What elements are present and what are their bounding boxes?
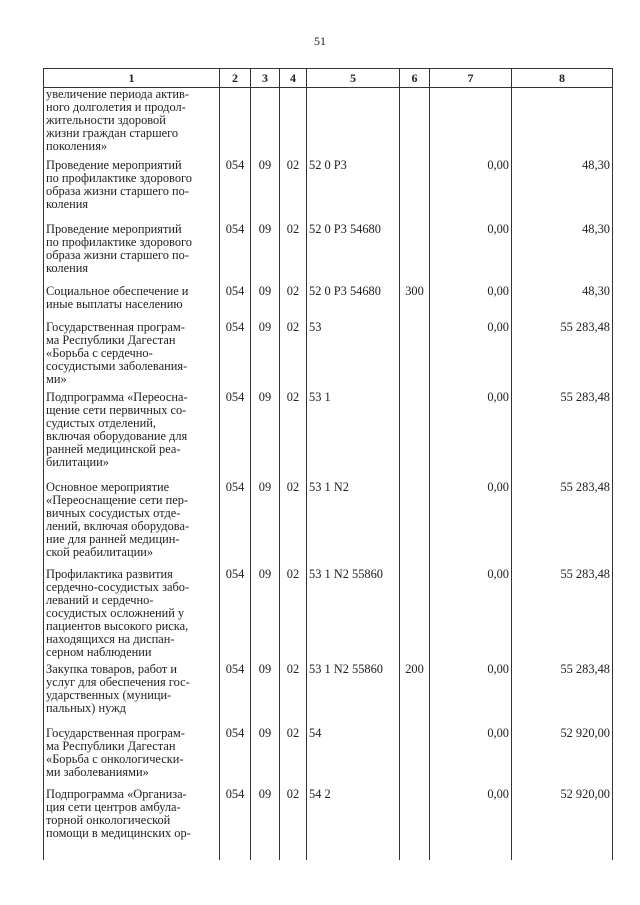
column-header: 4 [280,69,307,88]
cell-expense-type [400,788,430,860]
cell-amount-2: 52 920,00 [512,788,613,860]
cell-expense-type: 200 [400,663,430,727]
cell-target-article: 53 1 N2 55860 [307,568,400,663]
cell-subsection: 02 [280,568,307,663]
cell-name [44,88,220,159]
column-header: 6 [400,69,430,88]
cell-name-line: Закупка товаров, работ и [46,661,178,676]
table-row [44,223,613,285]
cell-ministry-code: 054 [220,481,251,568]
cell-target-article: 54 [307,727,400,788]
cell-name-line: Проведение мероприятий [46,157,182,172]
cell-target-article: 54 2 [307,788,400,860]
cell-name-line: ударственных (муници- [46,687,172,702]
cell-name-line: услуг для обеспечения гос- [46,674,190,689]
cell-name-line: вичных сосудистых отде- [46,505,181,520]
cell-amount-2: 55 283,48 [512,321,613,391]
cell-name-line: по профилактике здорового [46,170,192,185]
cell-ministry-code: 054 [220,285,251,321]
cell-amount-1 [430,88,512,159]
cell-name-line: помощи в медицинских ор- [46,825,191,840]
budget-table [43,68,613,860]
cell-amount-1: 0,00 [430,391,512,481]
cell-ministry-code: 054 [220,727,251,788]
cell-name-line: пальных) нужд [46,700,126,715]
cell-name-line: леваний и сердечно- [46,592,154,607]
cell-subsection: 02 [280,321,307,391]
cell-section: 09 [251,223,280,285]
table-row [44,391,613,481]
cell-name-line: ми заболеваниями» [46,764,149,779]
cell-name [44,727,220,788]
cell-amount-1: 0,00 [430,285,512,321]
cell-subsection: 02 [280,663,307,727]
cell-name-line: включая оборудование для [46,428,188,443]
header-row [44,69,613,88]
cell-name-line: Основное мероприятие [46,479,170,494]
table-row [44,88,613,159]
page-number: 51 [314,34,326,48]
cell-ministry-code: 054 [220,663,251,727]
cell-amount-2 [512,88,613,159]
cell-section: 09 [251,788,280,860]
column-header: 5 [307,69,400,88]
cell-amount-2: 48,30 [512,159,613,223]
cell-name-line: иные выплаты населению [46,296,183,311]
cell-target-article: 53 1 N2 55860 [307,663,400,727]
cell-name-line: жизни граждан старшего [46,126,179,140]
cell-subsection: 02 [280,727,307,788]
table-row [44,663,613,727]
cell-name-line: увеличение периода актив- [46,87,189,101]
cell-amount-2: 55 283,48 [512,481,613,568]
column-header: 3 [251,69,280,88]
cell-amount-2: 48,30 [512,285,613,321]
table-row [44,788,613,860]
cell-ministry-code: 054 [220,223,251,285]
cell-expense-type [400,481,430,568]
cell-amount-2: 55 283,48 [512,568,613,663]
cell-name [44,321,220,391]
cell-amount-1: 0,00 [430,159,512,223]
cell-ministry-code: 054 [220,788,251,860]
cell-name-line: жительности здоровой [46,113,166,127]
cell-name [44,285,220,321]
cell-amount-2: 55 283,48 [512,663,613,727]
cell-amount-1: 0,00 [430,223,512,285]
cell-name-line: лений, включая оборудова- [46,518,190,533]
cell-name-line: ма Республики Дагестан [46,738,176,753]
cell-name [44,391,220,481]
cell-name-line: щение сети первичных со- [46,402,187,417]
cell-name-line: находящихся на диспан- [46,631,175,646]
cell-ministry-code: 054 [220,391,251,481]
cell-section: 09 [251,285,280,321]
cell-name-line: «Борьба с онкологически- [46,751,184,766]
cell-subsection: 02 [280,285,307,321]
cell-target-article: 53 1 N2 [307,481,400,568]
cell-ministry-code: 054 [220,321,251,391]
cell-section: 09 [251,663,280,727]
cell-expense-type [400,88,430,159]
cell-name-line: Подпрограмма «Переосна- [46,389,188,404]
cell-name-line: образа жизни старшего по- [46,183,189,198]
table-row [44,727,613,788]
cell-name [44,568,220,663]
cell-ministry-code [220,88,251,159]
column-header: 1 [44,69,220,88]
cell-name-line: билитации» [46,454,109,469]
cell-section: 09 [251,391,280,481]
cell-name-line: коления [46,260,89,275]
cell-target-article: 52 0 P3 54680 [307,223,400,285]
cell-target-article: 53 1 [307,391,400,481]
column-header: 8 [512,69,613,88]
cell-amount-1: 0,00 [430,788,512,860]
cell-name-line: Подпрограмма «Организа- [46,786,187,801]
cell-amount-1: 0,00 [430,727,512,788]
cell-name [44,481,220,568]
cell-name-line: ской реабилитации» [46,544,154,559]
cell-name-line: «Борьба с сердечно- [46,345,153,360]
cell-name-line: Государственная програм- [46,319,185,334]
cell-name-line: ного долголетия и продол- [46,100,186,114]
cell-section: 09 [251,568,280,663]
cell-name-line: ми» [46,371,67,386]
cell-name [44,159,220,223]
table-row [44,159,613,223]
cell-ministry-code: 054 [220,568,251,663]
cell-name-line: сердечно-сосудистых забо- [46,579,190,594]
column-header: 7 [430,69,512,88]
cell-expense-type [400,568,430,663]
cell-expense-type [400,727,430,788]
cell-section: 09 [251,481,280,568]
cell-amount-2: 48,30 [512,223,613,285]
cell-amount-1: 0,00 [430,481,512,568]
cell-amount-1: 0,00 [430,568,512,663]
cell-target-article [307,88,400,159]
cell-amount-2: 52 920,00 [512,727,613,788]
cell-name-line: пациентов высокого риска, [46,618,189,633]
cell-section: 09 [251,321,280,391]
cell-name-line: «Переоснащение сети пер- [46,492,189,507]
cell-name-line: ма Республики Дагестан [46,332,176,347]
cell-name-line: Государственная програм- [46,725,185,740]
cell-name-line: ранней медицинской реа- [46,441,181,456]
table-row [44,321,613,391]
cell-name-line: торной онкологической [46,812,171,827]
cell-name-line: сосудистых осложнений у [46,605,185,620]
cell-subsection: 02 [280,159,307,223]
table-row [44,481,613,568]
cell-amount-1: 0,00 [430,663,512,727]
cell-subsection [280,88,307,159]
cell-amount-2: 55 283,48 [512,391,613,481]
cell-name [44,788,220,860]
cell-target-article: 52 0 P3 [307,159,400,223]
cell-name-line: сосудистыми заболевания- [46,358,188,373]
cell-expense-type [400,223,430,285]
cell-name-line: ция сети центров амбула- [46,799,181,814]
cell-name-line: Профилактика развития [46,566,173,581]
cell-expense-type: 300 [400,285,430,321]
cell-name-line: Проведение мероприятий [46,221,182,236]
table-row [44,285,613,321]
cell-target-article: 53 [307,321,400,391]
cell-expense-type [400,321,430,391]
cell-expense-type [400,159,430,223]
cell-name [44,223,220,285]
cell-section: 09 [251,159,280,223]
cell-name-line: по профилактике здорового [46,234,192,249]
cell-name-line: серном наблюдении [46,644,152,659]
cell-expense-type [400,391,430,481]
cell-name-line: поколения» [46,139,108,153]
column-header: 2 [220,69,251,88]
cell-name-line: Социальное обеспечение и [46,283,189,298]
cell-amount-1: 0,00 [430,321,512,391]
cell-name-line: образа жизни старшего по- [46,247,189,262]
cell-subsection: 02 [280,788,307,860]
cell-subsection: 02 [280,391,307,481]
cell-name-line: ние для ранней медицин- [46,531,180,546]
cell-name-line: судистых отделений, [46,415,156,430]
cell-subsection: 02 [280,223,307,285]
cell-subsection: 02 [280,481,307,568]
cell-target-article: 52 0 P3 54680 [307,285,400,321]
cell-name-line: коления [46,196,89,211]
cell-ministry-code: 054 [220,159,251,223]
cell-section [251,88,280,159]
cell-section: 09 [251,727,280,788]
table-row [44,568,613,663]
cell-name [44,663,220,727]
